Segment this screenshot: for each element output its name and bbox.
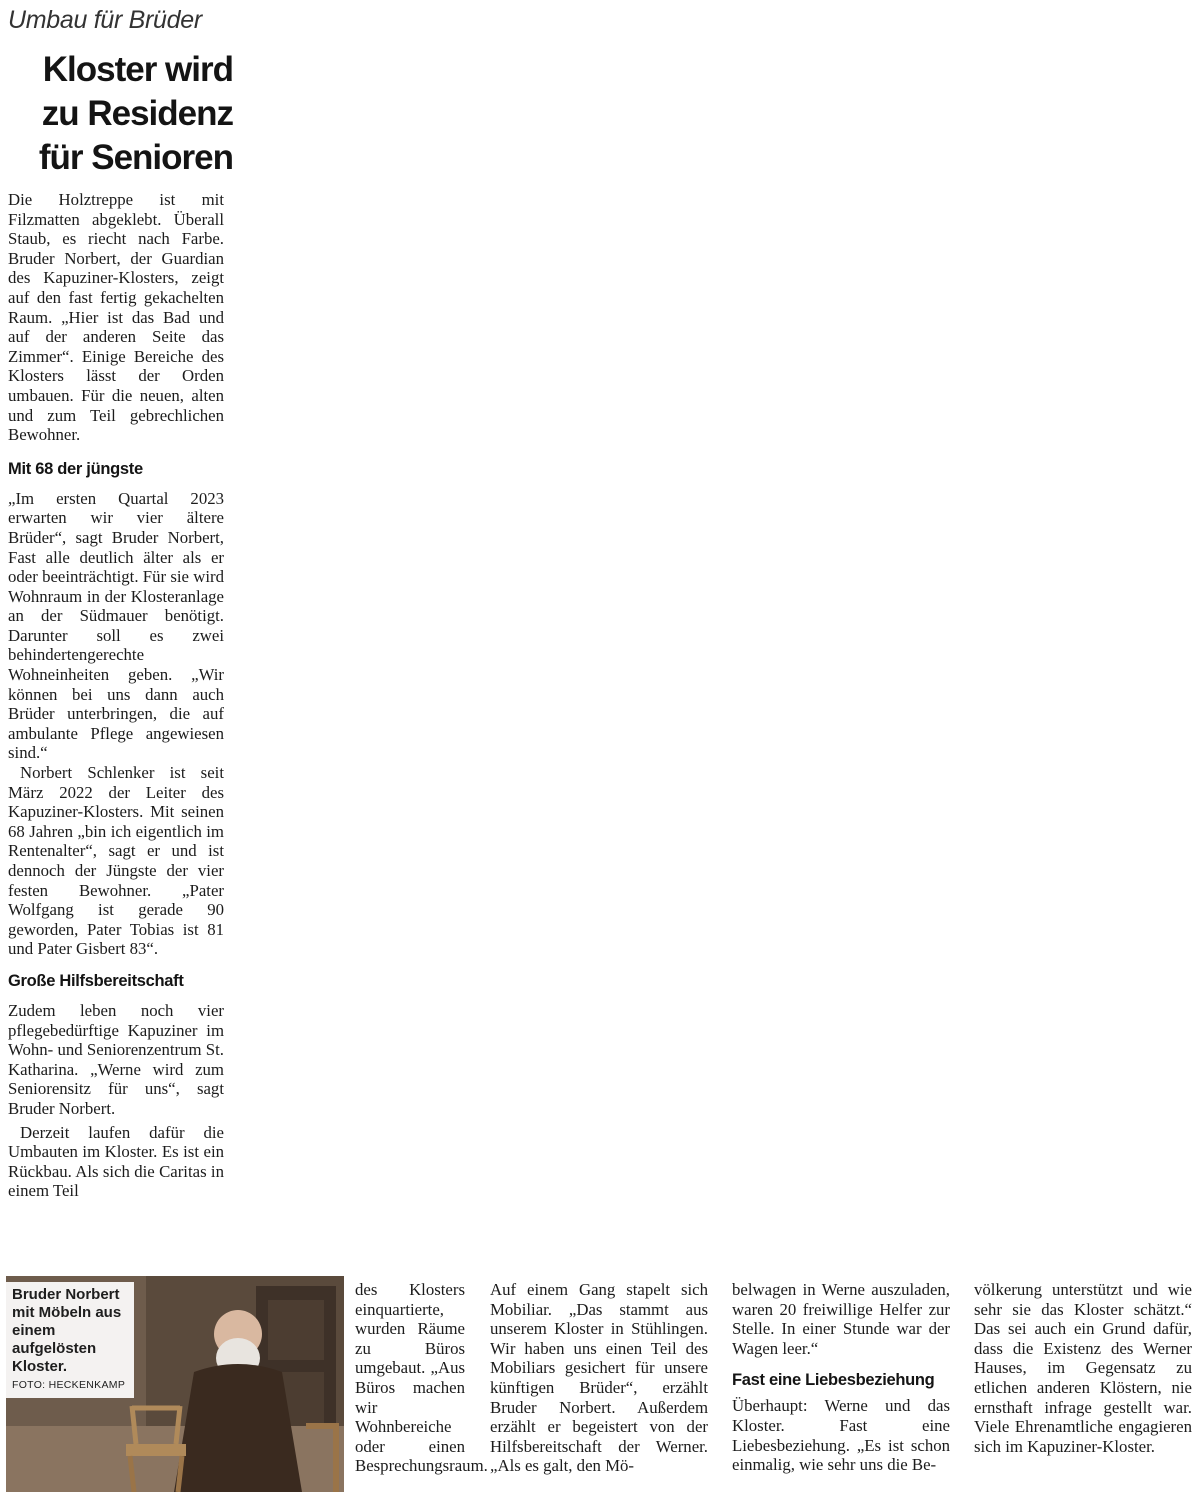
subheading-hilfsbereitschaft: Große Hilfsbereitschaft bbox=[8, 971, 184, 990]
article-column-5 bbox=[974, 1280, 1192, 1456]
paragraph-derzeit: Derzeit laufen dafür die Umbauten im Kloster. Es ist ein Rückbau. Als sich die Caritas in einem Teil bbox=[8, 1122, 224, 1201]
paragraph-moebelwagen: belwagen in Werne auszuladen, waren 20 freiwillige Helfer zur Stelle. In einer Stunde war der Wagen leer.“ bbox=[732, 1280, 950, 1358]
photo-credit: FOTO: HECKENKAMP bbox=[12, 1379, 126, 1391]
paragraph-quartal: „Im ersten Quartal 2023 erwarten wir vier ältere Brüder“, sagt Bruder Norbert, Fast alle deutlich älter als er oder beeinträchtigt. Für sie wird Wohnraum in der Klosteranlage an der Südmauer benötigt. Darunter soll es zwei behindertengerechte Wohneinheiten geben. „Wir können bei uns dann auch Brüder unterbringen, die auf ambulante Pflege angewiesen sind.“ bbox=[8, 488, 224, 763]
headline-line-2: zu Residenz bbox=[41, 94, 233, 133]
headline-line-3: für Senioren bbox=[38, 138, 233, 177]
headline bbox=[8, 48, 233, 180]
subheading-liebesbeziehung: Fast eine Liebesbeziehung bbox=[732, 1371, 935, 1390]
article-column-1 bbox=[8, 190, 224, 1201]
headline-line-1: Kloster wird bbox=[42, 50, 233, 89]
article-column-2 bbox=[355, 1280, 488, 1476]
paragraph-klosters-einquartierte: des Klosters einquartierte, wurden Räume zu Büros umgebaut. „Aus Büros machen wir Wohnbereiche oder einen Besprechungsraum. bbox=[355, 1280, 488, 1476]
paragraph-mobiliar: Auf einem Gang stapelt sich Mobiliar. „Das stammt aus unserem Kloster in Stühlingen. Wir haben uns einen Teil des Mobiliars gesichert für unsere künftigen Brüder“, erzählt Bruder Norbert. Außerdem erzählt er begeistert von der Hilfsbereitschaft der Werner. „Als es galt, den Mö- bbox=[490, 1280, 708, 1476]
paragraph-schlenker: Norbert Schlenker ist seit März 2022 der Leiter des Kapuziner-Klosters. Mit seinen 68 Jahren „bin ich eigentlich im Rentenalter“, sagt er und ist dennoch der Jüngste der vier festen Bewohner. „Pater Wolfgang ist gerade 90 geworden, Pater Tobias ist 81 und Pater Gisbert 83“. bbox=[8, 763, 224, 959]
kicker: Umbau für Brüder bbox=[8, 6, 202, 34]
paragraph-bevoelkerung: völkerung unterstützt und wie sehr sie das Kloster schätzt.“ Das sei auch ein Grund dafür, dass die Existenz des Werner Hauses, im Gegensatz zu etlichen anderen Klöstern, nie ernsthaft infrage gestellt war. Viele Ehrenamtliche engagieren sich im Kapuziner-Kloster. bbox=[974, 1280, 1192, 1456]
photo-caption-text: Bruder Norbert mit Möbeln aus einem aufgelösten Kloster. bbox=[12, 1286, 122, 1375]
paragraph-ueberhaupt: Überhaupt: Werne und das Kloster. Fast eine Liebesbeziehung. „Es ist schon einmalig, wie sehr uns die Be- bbox=[732, 1396, 950, 1475]
subheading-mit-68: Mit 68 der jüngste bbox=[8, 459, 143, 478]
photo bbox=[6, 1276, 344, 1492]
article-column-3 bbox=[490, 1280, 708, 1476]
article-column-4 bbox=[732, 1280, 950, 1475]
intro-paragraph: Die Holztreppe ist mit Filzmatten abgeklebt. Überall Staub, es riecht nach Farbe. Bruder Norbert, der Guardian des Kapuziner-Klosters, zeigt auf den fast fertig gekachelten Raum. „Hier ist das Bad und auf der anderen Seite das Zimmer“. Einige Bereiche des Klosters lässt der Orden umbauen. Für die neuen, alten und zum Teil gebrechlichen Bewohner. bbox=[8, 190, 224, 445]
photo-caption bbox=[6, 1282, 134, 1398]
paragraph-zudem: Zudem leben noch vier pflegebedürftige Kapuziner im Wohn- und Seniorenzentrum St. Katharina. „Werne wird zum Seniorensitz für uns“, sagt Bruder Norbert. bbox=[8, 1000, 224, 1118]
